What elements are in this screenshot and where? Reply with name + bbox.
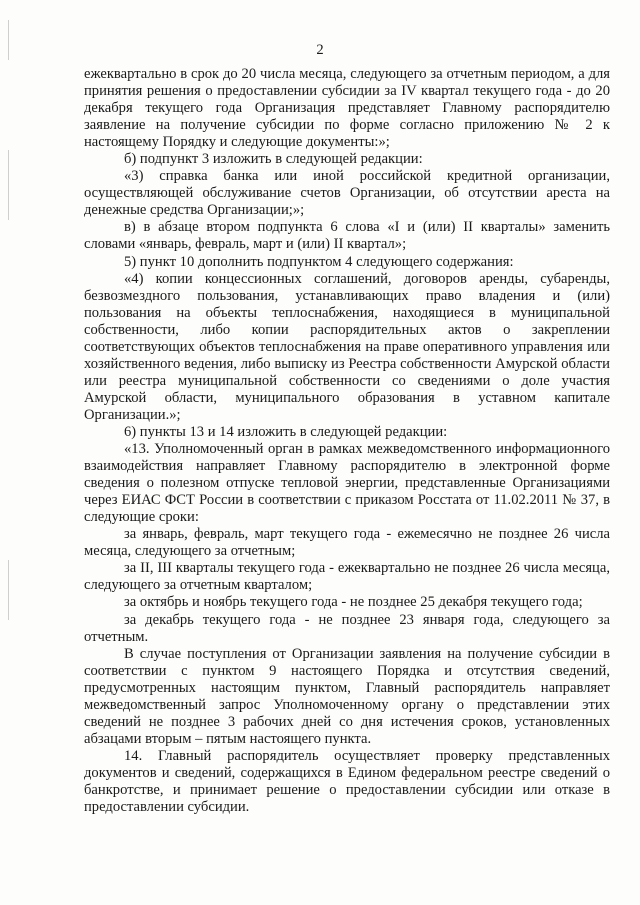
document-body: [84, 66, 610, 816]
scan-edge-mark: [8, 560, 9, 620]
page-number: 2: [316, 42, 324, 58]
paragraph-quote-4: «4) копии концессионных соглашений, договоров аренды, субаренды, безвозмездного пользования, устанавливающих право владения и (или) пользования на объекты теплоснабжения, находящиеся в муниципальной собственности, либо копии распорядительных актов о закреплении соответствующих объектов теплоснабжения на праве оперативного управления или хозяйственного ведения, либо выписку из Реестра собственности Амурской области или реестра муниципальной собственности со сведениями о доле участия Амурской области, муниципального образования в уставном капитале Организации.»;: [84, 270, 610, 423]
paragraph-subpoint-v: в) в абзаце втором подпункта 6 слова «I и (или) II кварталы» заменить словами «январь, февраль, март и (или) II квартал»;: [84, 219, 610, 253]
paragraph-point-14: 14. Главный распорядитель осуществляет проверку представленных документов и сведений, содержащихся в Едином федеральном реестре сведений о банкротстве, и принимает решение о предоставлении субсидии или отказе в предоставлении субсидии.: [84, 747, 610, 816]
paragraph-request: В случае поступления от Организации заявления на получение субсидии в соответствии с пунктом 9 настоящего Порядка и отсутствия сведений, предусмотренных настоящим пунктом, Главный распорядитель направляет межведомственный запрос Уполномоченному органу о представлении этих сведений не позднее 3 рабочих дней со дня истечения сроков, установленных абзацами вторым – пятым настоящего пункта.: [84, 645, 610, 747]
paragraph-quote-3: «3) справка банка или иной российской кредитной организации, осуществляющей обслуживание счетов Организации, об отсутствии ареста на денежные средства Организации;»;: [84, 168, 610, 219]
paragraph-term-oct-nov: за октябрь и ноябрь текущего года - не позднее 25 декабря текущего года;: [124, 594, 583, 611]
paragraph-term-q2-q3: за II, III кварталы текущего года - ежеквартально не позднее 26 числа месяца, следующего за отчетным кварталом;: [84, 560, 610, 594]
paragraph-term-jan-mar: за январь, февраль, март текущего года - ежемесячно не позднее 26 числа месяца, следующего за отчетным;: [84, 526, 610, 560]
paragraph-subpoint-b: б) подпункт 3 изложить в следующей редакции:: [124, 151, 423, 168]
paragraph-continuation: ежеквартально в срок до 20 числа месяца, следующего за отчетным периодом, а для принятия решения о предоставлении субсидии за IV квартал текущего года - до 20 декабря текущего года Организация представляет Главному распорядителю заявление на получение субсидии по форме согласно приложению № 2 к настоящему Порядку и следующие документы:»;: [84, 66, 610, 151]
paragraph-point-5: 5) пункт 10 дополнить подпунктом 4 следующего содержания:: [124, 253, 514, 270]
paragraph-point-6: 6) пункты 13 и 14 изложить в следующей редакции:: [124, 423, 448, 440]
scan-edge-mark: [8, 150, 9, 220]
paragraph-term-dec: за декабрь текущего года - не позднее 23 января года, следующего за отчетным.: [84, 611, 610, 645]
paragraph-quote-13: «13. Уполномоченный орган в рамках межведомственного информационного взаимодействия направляет Главному распорядителю в электронной форме сведения о полезном отпуске тепловой энергии, представленные Организациями через ЕИАС ФСТ России в соответствии с приказом Росстата от 11.02.2011 № 37, в следующие сроки:: [84, 441, 610, 526]
